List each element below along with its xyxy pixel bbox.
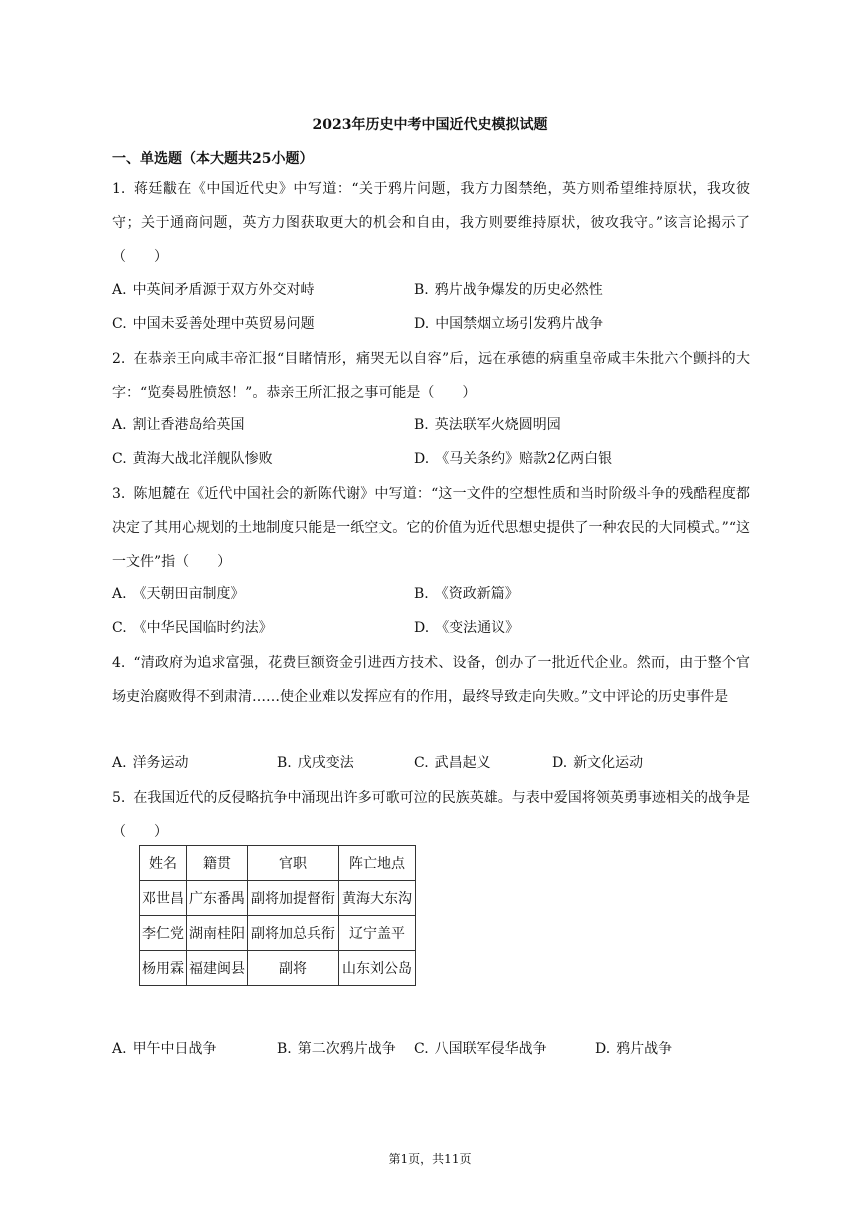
option-d[interactable] <box>552 753 643 773</box>
option-label: B. <box>414 586 429 602</box>
table-cell: 杨用霖 <box>140 951 187 986</box>
table-cell: 山东刘公岛 <box>339 951 416 986</box>
question-4 <box>112 646 750 714</box>
question-stem: 陈旭麓在《近代中国社会的新陈代谢》中写道：“这一文件的空想性质和当时阶级斗争的残酷程度都决定了其用心规划的土地制度只能是一纸空文。它的价值为近代思想史提供了一种农民的大同模式。”“这一文件”指（ ） <box>112 486 750 570</box>
option-label: A. <box>112 417 127 433</box>
option-a[interactable] <box>112 584 245 604</box>
option-c[interactable] <box>112 618 273 638</box>
table-row <box>140 916 416 951</box>
table-row <box>140 881 416 916</box>
option-b[interactable] <box>277 753 354 773</box>
option-text: 新文化运动 <box>573 755 644 771</box>
option-d[interactable] <box>414 314 603 334</box>
option-text: 洋务运动 <box>132 755 189 771</box>
question-3 <box>112 477 750 579</box>
column-header: 姓名 <box>140 846 187 881</box>
option-b[interactable] <box>414 415 561 435</box>
option-label: B. <box>277 755 292 771</box>
option-label: D. <box>552 755 568 771</box>
option-text: 八国联军侵华战争 <box>434 1041 547 1057</box>
question-stem: 在恭亲王向咸丰帝汇报“目睹情形，痛哭无以自容”后，远在承德的病重皇帝咸丰朱批六个颤抖的大字：“览奏曷胜愤怒！”。恭亲王所汇报之事可能是（ ） <box>112 351 750 401</box>
question-number: 2. <box>112 351 126 367</box>
page-footer: 第1页，共11页 <box>388 1152 472 1166</box>
table-cell: 副将 <box>248 951 339 986</box>
option-text: 中国未妥善处理中英贸易问题 <box>132 316 315 332</box>
option-b[interactable] <box>414 584 519 604</box>
question-number: 3. <box>112 486 126 502</box>
question-stem: “清政府为追求富强，花费巨额资金引进西方技术、设备，创办了一批近代企业。然而，由于整个官场吏治腐败得不到肃清……使企业难以发挥应有的作用，最终导致走向失败。”文中评论的历史事件是 <box>112 655 750 705</box>
option-label: A. <box>112 586 127 602</box>
option-a[interactable] <box>112 753 189 773</box>
question-stem: 在我国近代的反侵略抗争中涌现出许多可歌可泣的民族英雄。与表中爱国将领英勇事迹相关的战争是（ ） <box>112 790 750 840</box>
page-title: 2023年历史中考中国近代史模拟试题 <box>312 117 548 133</box>
option-text: 英法联军火烧圆明园 <box>434 417 561 433</box>
option-label: A. <box>112 282 127 298</box>
table-cell: 邓世昌 <box>140 881 187 916</box>
option-d[interactable] <box>595 1039 672 1059</box>
column-header: 官职 <box>248 846 339 881</box>
table-cell: 副将加总兵衔 <box>248 916 339 951</box>
option-text: 戊戌变法 <box>297 755 354 771</box>
option-label: D. <box>414 316 430 332</box>
option-label: C. <box>414 1041 429 1057</box>
option-a[interactable] <box>112 415 245 435</box>
option-text: 《资政新篇》 <box>434 586 519 602</box>
option-label: C. <box>414 755 429 771</box>
column-header: 籍贯 <box>187 846 248 881</box>
option-d[interactable] <box>414 618 519 638</box>
option-b[interactable] <box>414 280 603 300</box>
option-b[interactable] <box>277 1039 396 1059</box>
option-label: D. <box>414 620 430 636</box>
option-text: 《天朝田亩制度》 <box>132 586 245 602</box>
table-cell: 黄海大东沟 <box>339 881 416 916</box>
question-number: 5. <box>112 790 126 806</box>
table-cell: 湖南桂阳 <box>187 916 248 951</box>
table-cell: 广东番禺 <box>187 881 248 916</box>
option-label: B. <box>414 417 429 433</box>
table-row <box>140 951 416 986</box>
option-text: 第二次鸦片战争 <box>297 1041 396 1057</box>
option-text: 黄海大战北洋舰队惨败 <box>132 451 273 467</box>
option-label: B. <box>414 282 429 298</box>
question-2 <box>112 342 750 410</box>
option-c[interactable] <box>112 314 315 334</box>
option-text: 鸦片战争爆发的历史必然性 <box>434 282 603 298</box>
question-number: 1. <box>112 181 126 197</box>
option-text: 《变法通议》 <box>435 620 520 636</box>
question-stem: 蒋廷黻在《中国近代史》中写道：“关于鸦片问题，我方力图禁绝，英方则希望维持原状，我攻彼守；关于通商问题，英方力图获取更大的机会和自由，我方则要维持原状，彼攻我守。”该言论揭示了（ ） <box>112 181 750 265</box>
option-c[interactable] <box>112 449 273 469</box>
option-label: C. <box>112 451 127 467</box>
question-number: 4. <box>112 655 126 671</box>
table-cell: 辽宁盖平 <box>339 916 416 951</box>
option-text: 中国禁烟立场引发鸦片战争 <box>435 316 604 332</box>
table-cell: 副将加提督衔 <box>248 881 339 916</box>
option-c[interactable] <box>414 753 491 773</box>
option-label: A. <box>112 1041 127 1057</box>
question-5 <box>112 781 750 849</box>
option-text: 武昌起义 <box>434 755 491 771</box>
option-a[interactable] <box>112 1039 217 1059</box>
table-header-row <box>140 846 416 881</box>
option-label: D. <box>414 451 430 467</box>
table-cell: 李仁党 <box>140 916 187 951</box>
option-c[interactable] <box>414 1039 547 1059</box>
option-text: 《中华民国临时约法》 <box>132 620 273 636</box>
table-cell: 福建闽县 <box>187 951 248 986</box>
column-header: 阵亡地点 <box>339 846 416 881</box>
option-text: 鸦片战争 <box>616 1041 673 1057</box>
option-label: C. <box>112 316 127 332</box>
option-text: 割让香港岛给英国 <box>132 417 245 433</box>
section-heading: 一、单选题（本大题共25小题） <box>112 151 314 167</box>
option-label: C. <box>112 620 127 636</box>
option-text: 《马关条约》赔款2亿两白银 <box>435 451 613 467</box>
option-label: A. <box>112 755 127 771</box>
option-d[interactable] <box>414 449 612 469</box>
option-label: D. <box>595 1041 611 1057</box>
option-text: 甲午中日战争 <box>132 1041 217 1057</box>
question-1 <box>112 172 750 274</box>
option-label: B. <box>277 1041 292 1057</box>
option-text: 中英间矛盾源于双方外交对峙 <box>132 282 315 298</box>
option-a[interactable] <box>112 280 315 300</box>
heroes-table <box>139 845 416 986</box>
